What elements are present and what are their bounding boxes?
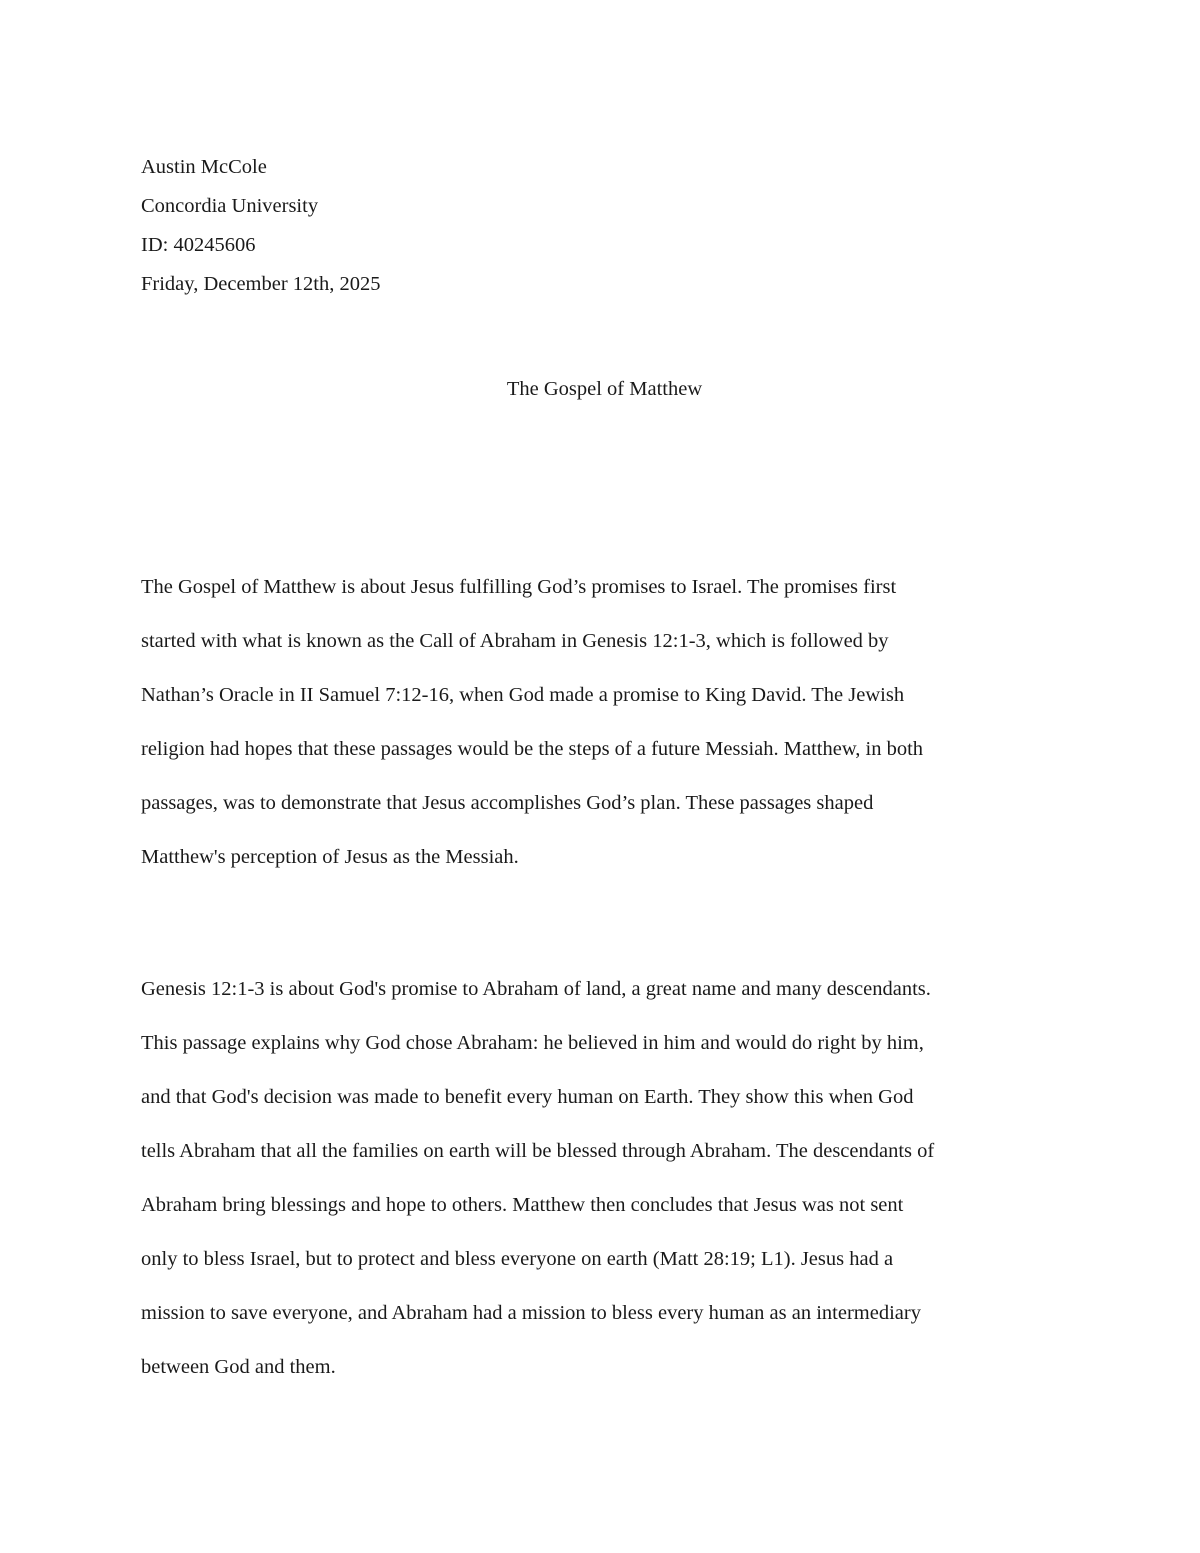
submission-date: Friday, December 12th, 2025: [141, 273, 381, 295]
institution-name: Concordia University: [141, 195, 319, 217]
paragraph-line: Genesis 12:1-3 is about God's promise to Abraham of land, a great name and many descendants.: [141, 978, 931, 1000]
document-title: The Gospel of Matthew: [506, 378, 703, 400]
paragraph-line: between God and them.: [141, 1356, 336, 1378]
paragraph-line: started with what is known as the Call of Abraham in Genesis 12:1-3, which is followed by: [141, 630, 889, 652]
paragraph-line: only to bless Israel, but to protect and bless everyone on earth (Matt 28:19; L1). Jesus had a: [141, 1248, 894, 1270]
paragraph-line: and that God's decision was made to benefit every human on Earth. They show this when God: [141, 1086, 914, 1108]
paragraph-line: Abraham bring blessings and hope to others. Matthew then concludes that Jesus was not sent: [141, 1194, 904, 1216]
paragraph-line: Matthew's perception of Jesus as the Messiah.: [141, 846, 519, 868]
student-id: ID: 40245606: [141, 234, 256, 256]
paragraph-line: religion had hopes that these passages would be the steps of a future Messiah. Matthew, in both: [141, 738, 924, 760]
paragraph-line: Nathan’s Oracle in II Samuel 7:12-16, when God made a promise to King David. The Jewish: [141, 684, 905, 706]
paragraph-line: The Gospel of Matthew is about Jesus fulfilling God’s promises to Israel. The promises first: [141, 576, 897, 598]
paragraph-line: passages, was to demonstrate that Jesus accomplishes God’s plan. These passages shaped: [141, 792, 874, 814]
paragraph-line: This passage explains why God chose Abraham: he believed in him and would do right by him,: [141, 1032, 924, 1054]
paragraph-line: tells Abraham that all the families on earth will be blessed through Abraham. The descendants of: [141, 1140, 935, 1162]
paragraph-line: mission to save everyone, and Abraham had a mission to bless every human as an intermediary: [141, 1302, 921, 1324]
author-name: Austin McCole: [141, 156, 267, 178]
